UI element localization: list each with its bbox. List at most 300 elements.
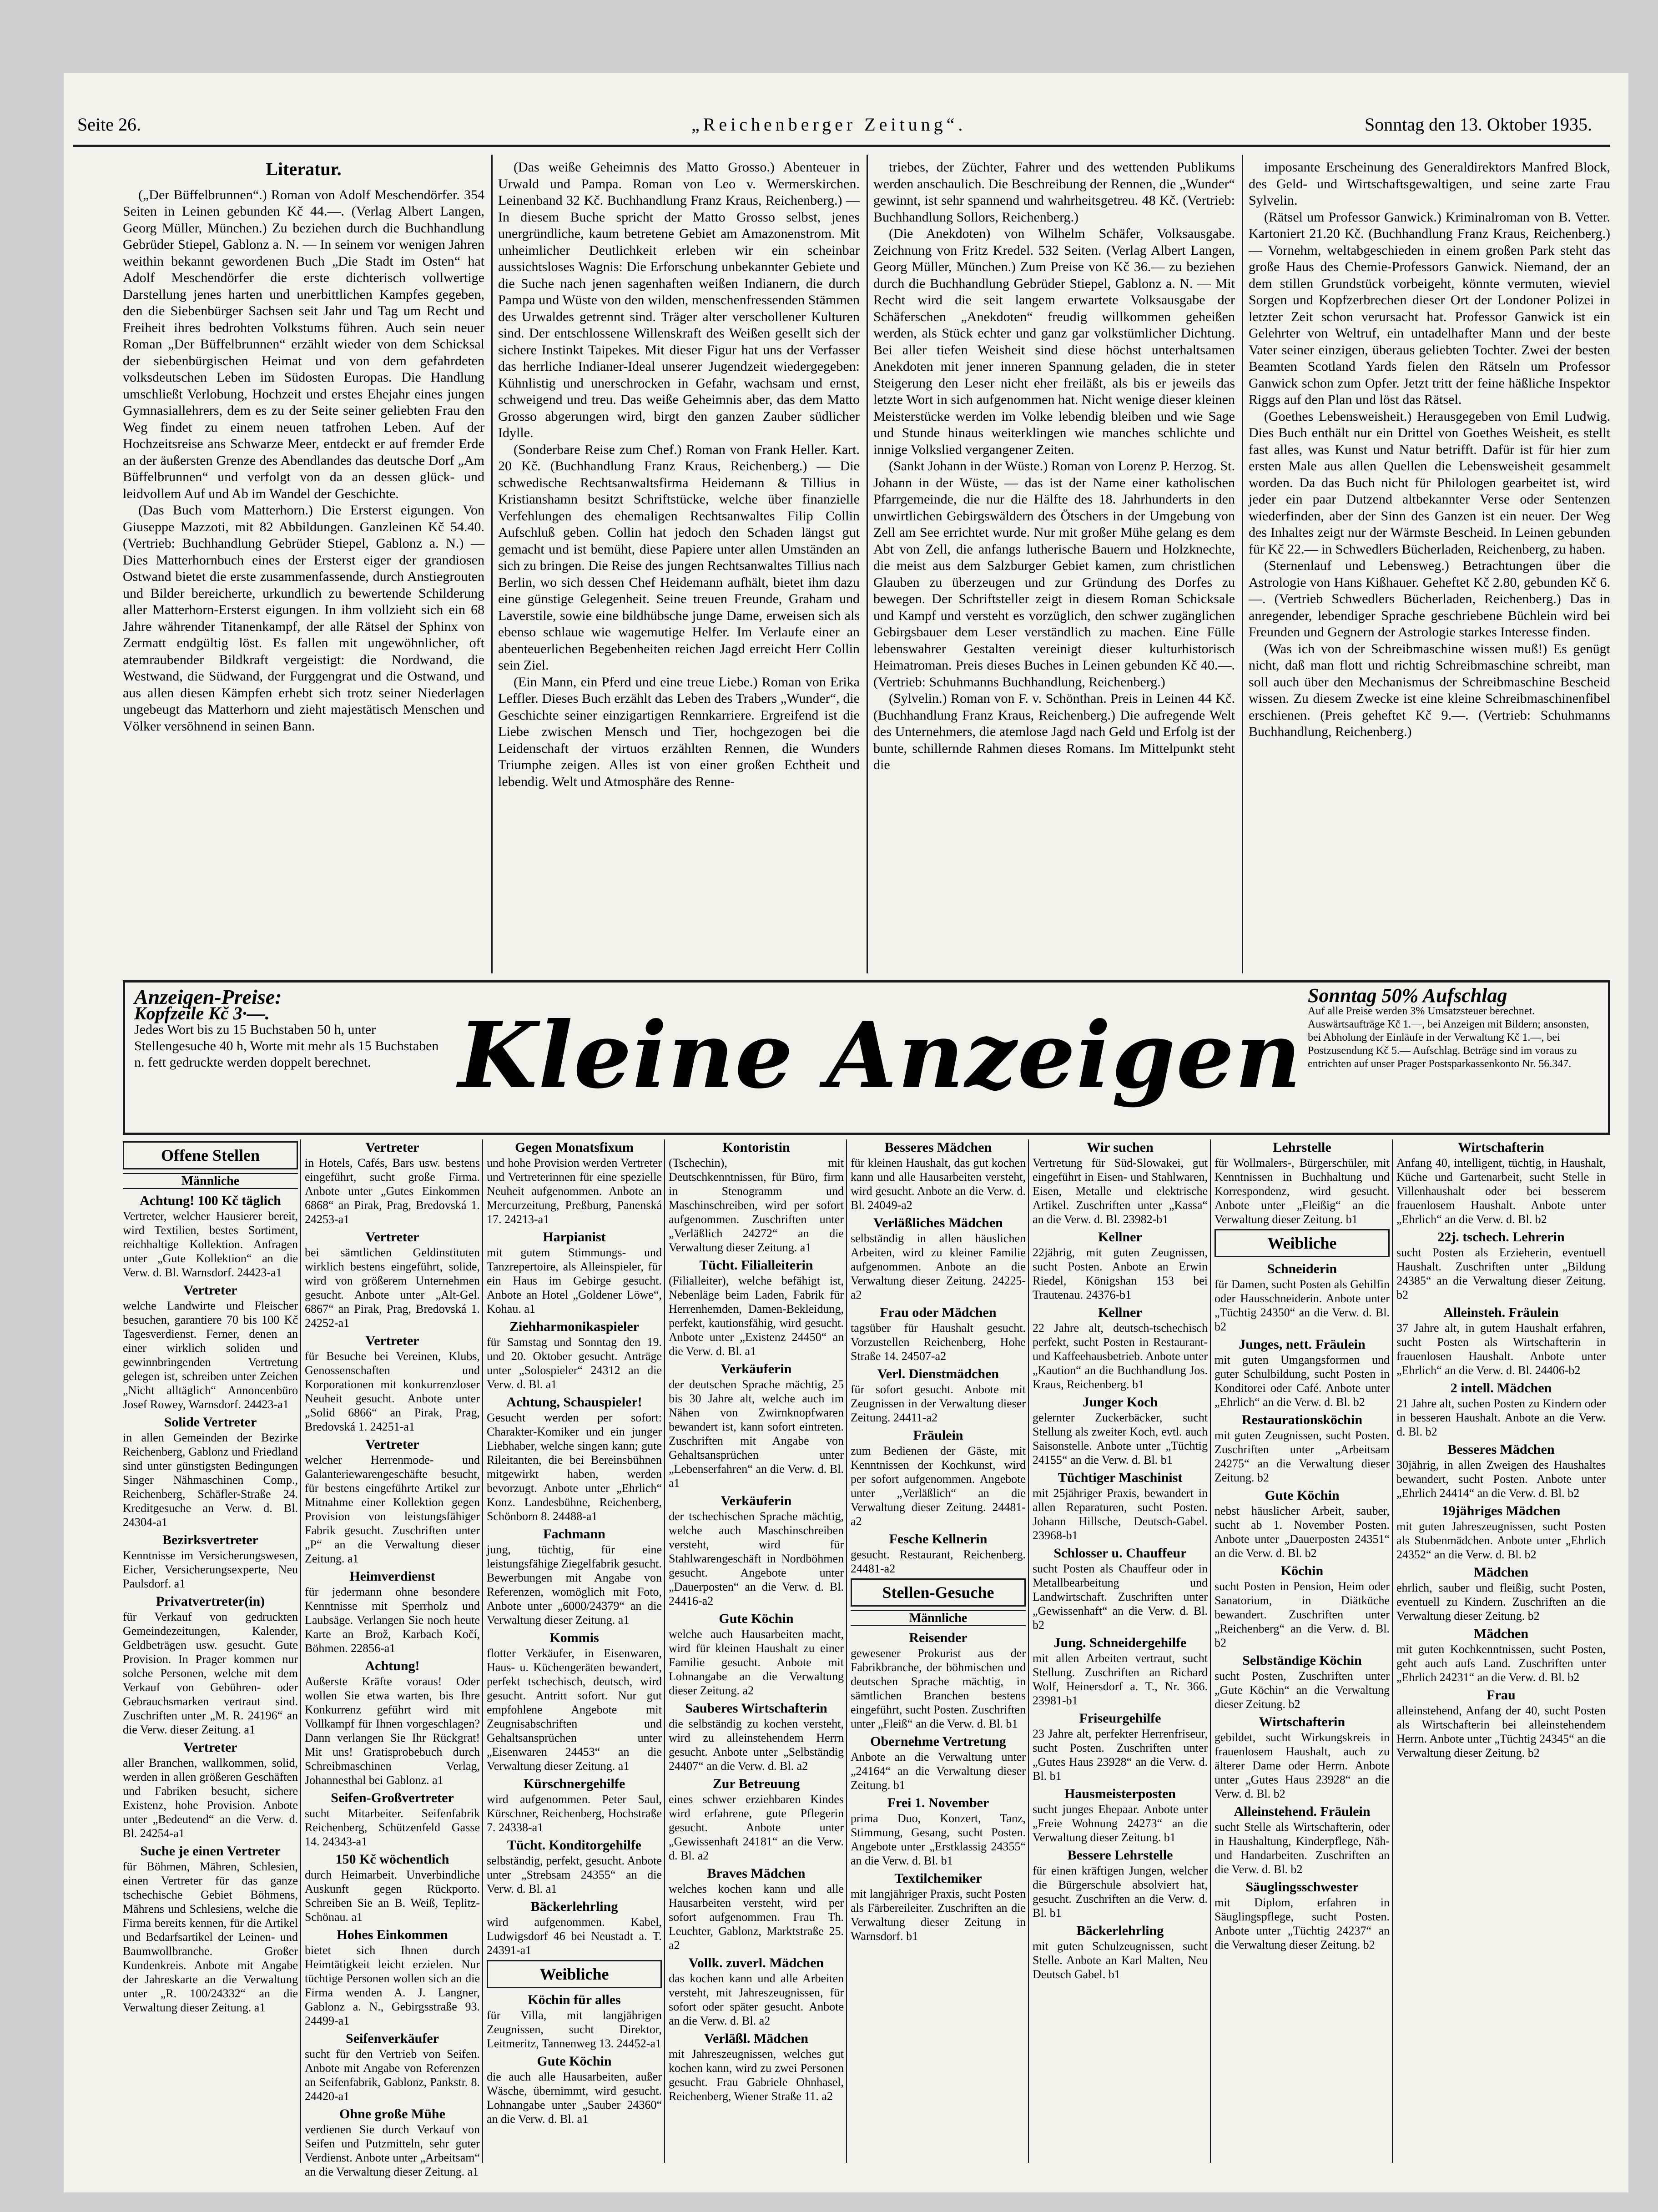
subsection-maennliche: Männliche: [123, 1173, 298, 1189]
column-rule: [491, 155, 493, 973]
classified-ad-text: welche auch Hausarbeiten macht, wird für kleinen Haushalt zu einer Familie gesucht. Anbote mit Lohnangabe an die Verwaltung dieser Zeitung. a2: [669, 1628, 844, 1697]
classified-ad-heading: Alleinsteh. Fräulein: [1443, 1305, 1559, 1320]
classified-ad-text: Gesucht werden per sofort: Charakter-Komiker und ein junger Liebhaber, welche singen kann; gute Rileitanten, die bei Bereinsbühnen mitgewirkt haben, werden bevorzugt. Anbote unter „Ehrlich“ Konz. Landesbühne, Reichenberg, Schönborn 8. 24488-a1: [487, 1411, 662, 1523]
classified-ad-heading: Vertreter: [365, 1437, 419, 1452]
classified-ad-text: für einen kräftigen Jungen, welcher die Bürgerschule absolviert hat, gesucht. Zuschriften an die Verw. d. Bl. b1: [1033, 1864, 1208, 1920]
classified-ad-text: 30jährig, in allen Zweigen des Haushaltes bewandert, sucht Posten. Anbote unter „Ehrlich 24414“ an die Verw. d. Bl. b2: [1396, 1458, 1606, 1500]
column-rule: [1210, 1139, 1211, 2163]
review: imposante Erscheinung des Generaldirektors Manfred Block, des Geld- und Wirtschaftsgewaltigen, und seine zarte Frau Sylvelin.: [1249, 160, 1610, 208]
column-rule: [300, 1139, 301, 2163]
classified-ad-heading: Bäckerlehrling: [1076, 1923, 1164, 1938]
classified-ad-text: Anfang 40, intelligent, tüchtig, in Haushalt, Küche und Gartenarbeit, sucht Stelle in Villenhaushalt oder bei besserem frauenlosem Haushalt. Anbote unter „Ehrlich“ an die Verw. d. Bl. b2: [1396, 1156, 1606, 1226]
classified-ad-heading: Köchin: [1280, 1563, 1324, 1578]
review: (Sankt Johann in der Wüste.) Roman von Lorenz P. Herzog. St. Johann in der Wüste, — das ist der Name einer katholischen Pfarrgemeinde, die nur die Hälfte des 18. Jahrhunderts in den unwirtlichen Gebirgswäldern des Ötschers in der Umgebung von Zell am See errichtet wurde. Nur mit großer Mühe gelang es dem Abt von Zell, die anfangs lutherische Bauern und Holzknechte, die meist aus dem Salzburger Gebiet kamen, zum christlichen Glauben zu überzeugen und zur Gründung des Dorfes zu bewegen. Der Schriftsteller zeigt in diesem Roman Schicksale und Kampf und versteht es vorzüglich, den schwer zugänglichen Gebirgsbauer dem Leser verständlich zu machen. Eine Fülle lebenswahrer Gestalten vereinigt dieser kulturhistorisch Heimatroman. Preis dieses Buches in Leinen gebunden Kč 40.—. (Vertrieb: Schuhmanns Buchhandlung, Reichenberg.): [873, 459, 1235, 690]
classified-ad-text: mit guten Umgangsformen und guter Schulbildung, sucht Posten in Konditorei oder Café. Anbote unter „Ehrlich“ an die Verw. d. Bl. b2: [1215, 1353, 1390, 1409]
classified-ad-heading: Braves Mädchen: [707, 1866, 806, 1881]
classified-ad-heading: Achtung!: [365, 1658, 420, 1673]
classifieds-column-6: [1033, 1139, 1208, 2163]
classified-ad: [1033, 1710, 1208, 1783]
literatur-column-3: [873, 159, 1235, 973]
classified-ad: [1215, 1487, 1390, 1560]
classified-ad: [669, 1865, 844, 1952]
classified-ad-heading: Bäckerlehrling: [530, 1899, 618, 1914]
classified-ad: [1033, 1847, 1208, 1920]
classified-ad-heading: Köchin für alles: [528, 1992, 621, 2007]
classified-ad-heading: Seifen-Großvertreter: [331, 1790, 454, 1805]
classified-ad: [1215, 1336, 1390, 1409]
classified-ad: [487, 1526, 662, 1627]
classified-ad-heading: Textilchemiker: [894, 1871, 982, 1886]
review: („Der Büffelbrunnen“.) Roman von Adolf Meschendörfer. 354 Seiten in Leinen gebunden Kč 44.—. (Verlag Albert Langen, Georg Müller, München.) Zu beziehen durch die Buchhandlung Gebrüder Stiepel, Gablonz a. N. — In seinem vor wenigen Jahren weithin bekannt gewordenen Buch „Die Stadt im Osten“ hat Adolf Meschendörfer die erste dichterisch vollwertige Darstellung jenes harten und unerbittlichen Kampfes gegeben, den die Siebenbürger Sachsen seit Jahr und Tag um Recht und Freiheit ihres bedrohten Volkstums führen. Auch sein neuer Roman „Der Büffelbrunnen“ erzählt wieder von dem Schicksal der siebenbürgischen Heimat und von dem gefahrdeten volksdeutschen Leben im Südosten Europas. Die Handlung umschließt Verlobung, Hochzeit und erstes Ehejahr eines jungen Gymnasiallehrers, dem es zu der Seite seiner geliebten Frau den Weg findet zu einem neuen tatfrohen Leben. Auf der Hochzeitsreise ans Schwarze Meer, entdeckt er auf fremder Erde an der äußersten Grenze des Abendlandes das deutsche Dorf „Am Büffelbrunnen“ und verfolgt von da an dessen glück- und leidvollem Auf und Ab im Wandel der Geschichte.: [123, 187, 484, 501]
ad-surcharge-text: Auf alle Preise werden 3% Umsatzsteuer berechnet. Auswärtsaufträge Kč 1.—, bei Anzeigen mit Bildern; ansonsten, bei Abholung der Einläufe in der Verwaltung Kč 1.—, bei Postzusendung Kč 5.— Aufschlag. Beträge sind im voraus zu entrichten auf unser Prager Postsparkassenkonto Nr. 56.347.: [1308, 1005, 1589, 1070]
classified-ad-text: (Tschechin), mit Deutschkenntnissen, für Büro, firm in Stenogramm und Maschinschreiben, wird per sofort aufgenommen. Zuschriften unter „Verläßlich 24272“ an die Verwaltung dieser Zeitung. a1: [669, 1156, 844, 1254]
classified-ad: [305, 1851, 480, 1924]
classified-ad-heading: Wir suchen: [1087, 1140, 1154, 1155]
classified-ad: [669, 1776, 844, 1863]
classified-ad: [669, 1361, 844, 1490]
ad-list: [123, 1193, 298, 2015]
classified-ad-heading: Suche je einen Vertreter: [140, 1844, 281, 1859]
classified-ad-text: das kochen kann und alle Arbeiten versteht, mit Jahreszeugnissen, für sofort oder später gesucht. Anbote an die Verw. d. Bl. a2: [669, 1972, 844, 2027]
classified-ad-text: für Villa, mit langjährigen Zeugnissen, sucht Direktor, Leitmeritz, Tannenweg 13. 24452-a1: [487, 2009, 662, 2050]
classified-ad-heading: Achtung! 100 Kč täglich: [140, 1193, 281, 1208]
review: triebes, der Züchter, Fahrer und des wettenden Publikums werden anschaulich. Die Beschreibung der Rennen, die „Wunder“ gewinnt, ist sehr spannend und wahrheitsgetreu. 48 Kč. (Vertrieb: Buchhandlung Sollors, Reichenberg.): [873, 160, 1235, 225]
classified-ad: [1215, 1139, 1390, 1226]
literatur-heading: Literatur.: [266, 159, 342, 179]
classified-ad-text: sucht Posten als Chauffeur oder in Metallbearbeitung und Landwirtschaft. Zuschriften unter „Gewissenhaft“ an die Verw. d. Bl. b2: [1033, 1562, 1208, 1632]
classified-ad-text: sucht Mitarbeiter. Seifenfabrik Reichenberg, Schützenfeld Gasse 14. 24343-a1: [305, 1807, 480, 1848]
review: (Goethes Lebensweisheit.) Herausgegeben von Emil Ludwig. Dies Buch enthält nur ein Drittel von Goethes Weisheit, es stellt fast alles, was Kunst und Natur betrifft. Dafür ist für hier zum ersten Male aus allen Quellen die Lebensweisheit gesammelt worden. Da das Buch nicht für Philologen gearbeitet ist, wird jeder ein paar Dutzend altbekannter Verse oder Sentenzen wiederfinden, aber der Sinn des Ganzen ist ein neuer. Der Weg des Inhaltes zeigt nur der Wärmste Bescheid. In Leinen gebunden für Kč 22.— in Schwedlers Bücherladen, Reichenberg, zu haben.: [1249, 408, 1610, 557]
classified-ad-text: Vertreter, welcher Hausierer bereit, wird Textilien, bestes Sortiment, reichhaltige Kollektion. Anfragen unter „Gute Kollektion“ an die Verw. d. Bl. Warnsdorf. 24423-a1: [123, 1209, 298, 1279]
subsection-heading: Männliche: [851, 1610, 1026, 1626]
classified-ad-text: bei sämtlichen Geldinstituten wirklich bestens eingeführt, solide, wird von größerem Unternehmen gesucht. Anbote unter „Alt-Gel. 6867“ an Pirak, Prag, Bredovská 1. 24252-a1: [305, 1246, 480, 1330]
classified-ad: [123, 1193, 298, 1280]
classified-ad-heading: Verläßl. Mädchen: [704, 2031, 808, 2046]
classified-ad-text: der deutschen Sprache mächtig, 25 bis 30 Jahre alt, welche auch im Nähen von Zwirnknopfwaren bewandert ist, kann sofort eintreten. Zuschriften mit Angabe von Gehaltsansprüchen unter „Lebenserfahren“ an die Verw. d. Bl. a1: [669, 1378, 844, 1490]
classified-ad-heading: Hohes Einkommen: [337, 1927, 448, 1942]
classified-ad-heading: Besseres Mädchen: [884, 1140, 992, 1155]
classified-ad: [305, 1229, 480, 1330]
column-rule: [1242, 155, 1243, 973]
classified-ad-text: für Samstag und Sonntag den 19. und 20. Oktober gesucht. Anträge unter „Solospieler“ 24312 an die Verw. d. Bl. a1: [487, 1335, 662, 1391]
ad-surcharge-title: Sonntag 50% Aufschlag: [1308, 984, 1507, 1007]
section-heading: Weibliche: [1215, 1229, 1390, 1257]
review: (Sylvelin.) Roman von F. v. Schönthan. Preis in Leinen 44 Kč. (Buchhandlung Franz Kraus, Reichenberg.) Die aufregende Welt des Unternehmers, die atemlose Jagd nach Geld und Erfolg ist der bunte, schillernde Rahmen dieses Romans. Im Mittelpunkt steht die: [873, 691, 1235, 772]
classified-ad: [1215, 1412, 1390, 1485]
classified-ad-heading: 19jähriges Mädchen: [1441, 1503, 1561, 1518]
review: (Die Anekdoten) von Wilhelm Schäfer, Volksausgabe. Zeichnung von Fritz Kredel. 532 Seiten. (Verlag Albert Langen, Georg Müller, München.) Zum Preise von Kč 36.— zu beziehen durch die Buchhandlung Gebrüder Stiepel, Gablonz a. N. — Mit Recht wird die seit langem erwartete Volksausgabe der Schäferschen „Anekdoten“ freudig willkommen geheißen werden, als Stück echter und ganz gar volkstümlicher Dichtung. Bei aller tiefen Weisheit sind diese höchst unterhaltsamen Anekdoten mit jener inneren Spannung geladen, die in steter Steigerung den Leser nicht eher freiläßt, als bis er jeweils das letzte Wort in sich aufgenommen hat. Nicht wenige dieser kleinen Meisterstücke werden im Volke lebendig bleiben und wie Sage und Stunde hinaus weiterklingen wie manches schlichte und innige Volkslied vergangener Zeiten.: [873, 226, 1235, 457]
issue-date: Sonntag den 13. Oktober 1935.: [1365, 114, 1592, 135]
review: (Sonderbare Reise zum Chef.) Roman von Frank Heller. Kart. 20 Kč. (Buchhandlung Franz Kraus, Reichenberg.) — Die schwedische Rechtsanwaltsfirma Heidemann & Tillius in Kristianshamn besitzt Schriftstücke, welche über finanzielle Verfehlungen des ehemaligen Rechtsanwaltes Filip Collin Aufschluß geben. Collin hat jedoch den Schaden längst gut gemacht und ist bemüht, diese Papiere unter allen Umständen an sich zu bringen. Die Reise des jungen Rechtsanwaltes Tillius nach Berlin, wo sich dessen Chef Heidemann aufhält, bietet ihm dazu eine günstige Gelegenheit. Seine treuen Freunde, Graham und Laverstile, sowie eine bildhübsche junge Dame, erweisen sich als ebenso schlaue wie wagemutige Helfer. Im Verlaufe einer an abenteuerlichen Begebenheiten reichen Jagd erreicht Herr Collin sein Ziel.: [498, 442, 860, 673]
classifieds-banner: [123, 980, 1610, 1135]
classified-ad-heading: Säuglingsschwester: [1245, 1879, 1359, 1895]
classified-ad-heading: Bezirksvertreter: [162, 1532, 258, 1547]
classified-ad: [487, 1630, 662, 1773]
column-rule: [867, 155, 868, 973]
classified-ad-heading: Heimverdienst: [349, 1569, 435, 1584]
classified-ad-heading: Mädchen: [1474, 1626, 1528, 1641]
classified-ad: [305, 1790, 480, 1849]
classified-ad-text: für jedermann ohne besondere Kenntnisse mit Sperrholz und Laubsäge. Verlangen Sie noch heute Karte an Brož, Karbach Kočí, Böhmen. 22856-a1: [305, 1585, 480, 1655]
classified-ad-text: mit guten Kochkenntnissen, sucht Posten, geht auch aufs Land. Zuschriften unter „Ehrlich 24231“ an die Verw. d. Bl. b2: [1396, 1643, 1606, 1684]
classified-ad-heading: Gute Köchin: [537, 2054, 612, 2069]
classified-ad-text: flotter Verkäufer, in Eisenwaren, Haus- u. Küchengeräten bewandert, perfekt tschechisch, deutsch, wird gesucht. Antritt sofort. Nur gut empfohlene Angebote mit Zeugnisabschriften und Gehaltsansprüchen unter „Eisenwaren 24453“ an die Verwaltung dieser Zeitung. a1: [487, 1647, 662, 1773]
classified-ad-text: mit gutem Stimmungs- und Tanzrepertoire, als Alleinspieler, für ein Haus im Gebirge gesucht. Anbote an Hotel „Goldener Löwe“, Kohau. a1: [487, 1246, 662, 1315]
classified-ad-heading: Tüchtiger Maschinist: [1058, 1470, 1183, 1485]
ad-list: [1215, 1139, 1390, 1952]
classified-ad-heading: Kontoristin: [722, 1140, 790, 1155]
ad-list: [487, 1139, 662, 2126]
classified-ad: [487, 1394, 662, 1523]
classifieds-column-1: [123, 1139, 298, 2163]
classified-ad: [669, 2031, 844, 2103]
classified-ad-heading: Verläßliches Mädchen: [873, 1215, 1003, 1230]
classified-ad-text: welches kochen kann und alle Hausarbeiten versteht, wird per sofort aufgenommen. Frau Th. Leuchter, Gablonz, Marktstraße 25. a2: [669, 1882, 844, 1952]
ad-list: [851, 1139, 1026, 1943]
classified-ad: [1033, 1923, 1208, 1981]
classified-ad: [851, 1531, 1026, 1576]
classified-ad-heading: Jung. Schneidergehilfe: [1053, 1635, 1187, 1650]
classified-ad-text: Anbote an die Verwaltung unter „24164“ an die Verwaltung dieser Zeitung. b1: [851, 1750, 1026, 1792]
classified-ad: [1215, 1653, 1390, 1711]
classified-ad: [1033, 1305, 1208, 1391]
classified-ad-text: mit Jahreszeugnissen, welches gut kochen kann, wird zu zwei Personen gesucht. Frau Gabriele Ohnhasel, Reichenberg, Wiener Straße 11. a2: [669, 2047, 844, 2103]
classified-ad-heading: Tücht. Konditorgehilfe: [507, 1838, 641, 1853]
newspaper-title: „Reichenberger Zeitung“.: [691, 114, 967, 135]
classified-ad-heading: Wirtschafterin: [1458, 1140, 1544, 1155]
classified-ad-heading: Friseurgehilfe: [1079, 1711, 1161, 1726]
classified-ad-text: prima Duo, Konzert, Tanz, Stimmung, Gesang, sucht Posten. Angebote unter „Erstklassig 24355“ an die Verw. d. Bl. b1: [851, 1812, 1026, 1867]
classified-ad: [123, 1739, 298, 1840]
column-rule: [1028, 1139, 1029, 2163]
classified-ad-text: Kenntnisse im Versicherungswesen, Eicher, Versicherungsexperte, Neu Paulsdorf. a1: [123, 1549, 298, 1590]
classified-ad-text: verdienen Sie durch Verkauf von Seifen und Putzmitteln, sehr guter Verdienst. Anbote unter „Arbeitsam“ an die Verwaltung dieser Zeitung. a1: [305, 2123, 480, 2178]
classified-ad: [305, 1436, 480, 1566]
classified-ad-heading: Hausmeisterposten: [1064, 1786, 1176, 1801]
classified-ad: [1396, 1687, 1606, 1760]
classified-ad-text: jung, tüchtig, für eine leistungsfähige Ziegelfabrik gesucht. Bewerbungen mit Angabe von Referenzen, womöglich mit Foto, Anbote unter „6000/24379“ an die Verwaltung dieser Zeitung. a1: [487, 1543, 662, 1627]
classified-ad-heading: Harpianist: [543, 1229, 606, 1245]
classified-ad-heading: Fachmann: [543, 1527, 605, 1542]
page-number: Seite 26.: [77, 114, 141, 135]
classified-ad-heading: Vertreter: [365, 1229, 419, 1245]
classified-ad-text: ehrlich, sauber und fleißig, sucht Posten, eventuell zu Kindern. Zuschriften an die Verwaltung dieser Zeitung. b2: [1396, 1581, 1606, 1622]
classified-ad: [1033, 1229, 1208, 1302]
classified-ad-heading: Lehrstelle: [1273, 1140, 1331, 1155]
classified-ad-text: mit langjähriger Praxis, sucht Posten als Färbereileiter. Zuschriften an die Verwaltung dieser Zeitung in Warnsdorf. b1: [851, 1887, 1026, 1943]
review: (Rätsel um Professor Ganwick.) Kriminalroman von B. Vetter. Kartoniert 21.20 Kč. (Buchhandlung Franz Kraus, Reichenberg.) — Vornehm, weltabgeschieden in einem großen Park steht das große Haus des Chemie-Professors Ganwick. Niemand, der an dem stillen Grundstück vorbeigeht, könnte vermuten, wieviel Sorgen und Kopfzerbrechen dieser Ort der Londoner Polizei in letzter Zeit schon verursacht hat. Professor Ganwick ist ein Gelehrter von Weltruf, ein untadelhafter Mann und der beste Vater seiner einzigen, überaus geliebten Tochter. Zwei der besten Beamten Scotland Yards fielen den Rätseln um Professor Ganwick schon zum Opfer. Jetzt tritt der feine häßliche Inspektor Riggs auf den Plan und löst das Rätsel.: [1249, 209, 1610, 407]
classified-ad: [1396, 1626, 1606, 1684]
header-rule: [73, 145, 1610, 147]
classifieds-column-5: [851, 1139, 1026, 2163]
classified-ad-text: für Verkauf von gedruckten Gemeindezeitungen, Kalender, Geldbeträgen usw. gesucht. Gute Provision. In Prager kommen nur solche Personen, welche mit dem Verkauf von Gebühren- oder Gebrauchsmarken vertraut sind. Zuschriften unter „M. R. 24196“ an die Verw. dieser Zeitung. a1: [123, 1610, 298, 1736]
ad-list: [1033, 1139, 1208, 1981]
classified-ad-heading: Vertreter: [365, 1333, 419, 1348]
classified-ad-heading: Junger Koch: [1082, 1395, 1158, 1410]
classified-ad: [1033, 1786, 1208, 1844]
classified-ad: [1033, 1545, 1208, 1632]
classified-ad: [1396, 1441, 1606, 1500]
classified-ad-text: welche Landwirte und Fleischer besuchen, garantiere 70 bis 100 Kč Tagesverdienst. Ferner, denen an einer wirklich soliden und gewinnbringenden Vertretung gelegen ist, schreiben unter Zeichen „Nicht alltäglich“ Annoncenbüro Josef Rowey, Warnsdorf. 24423-a1: [123, 1299, 298, 1411]
classified-ad: [669, 1257, 844, 1358]
classified-ad-text: mit Diplom, erfahren in Säuglingspflege, sucht Posten. Anbote unter „Tüchtig 24237“ an die Verwaltung dieser Zeitung. b2: [1215, 1896, 1390, 1951]
classified-ad: [487, 1229, 662, 1316]
classified-ad-text: für Böhmen, Mähren, Schlesien, einen Vertreter für das ganze tschechische Gebiet Böhmens, Mährens und Schlesiens, welche die Firma bereits kennen, für die Artikel und Bedarfsartikel der Leinen- und Baumwollbranche. Großer Kundenkreis. Anbote mit Angabe der Jahreskarte an die Verwaltung unter „R. 100/24332“ an die Verwaltung dieser Zeitung. a1: [123, 1860, 298, 2014]
classified-ad-text: 23 Jahre alt, perfekter Herrenfriseur, sucht Posten. Zuschriften unter „Gutes Haus 23928“ an die Verw. d. Bl. b1: [1033, 1727, 1208, 1783]
classified-ad-heading: Privatvertreter(in): [156, 1594, 265, 1609]
classified-ad-heading: Achtung, Schauspieler!: [506, 1395, 642, 1410]
ad-prices: [134, 985, 443, 1071]
classified-ad: [1396, 1139, 1606, 1226]
classified-ad: [1215, 1879, 1390, 1952]
classified-ad-heading: 2 intell. Mädchen: [1450, 1381, 1552, 1396]
section-heading: Stellen-Gesuche: [851, 1578, 1026, 1607]
classifieds-column-8: [1396, 1139, 1606, 2163]
classified-ad-heading: Kellner: [1098, 1229, 1142, 1245]
classified-ad-heading: Mädchen: [1474, 1565, 1528, 1580]
ad-list: [305, 1139, 480, 2179]
classified-ad: [305, 2106, 480, 2179]
section-offene-stellen: Offene Stellen: [123, 1141, 298, 1169]
classified-ad-heading: Kommis: [549, 1630, 599, 1645]
classified-ad-text: durch Heimarbeit. Unverbindliche Auskunft gegen Rückporto. Schreiben Sie an B. Weiß, Teplitz-Schönau. a1: [305, 1868, 480, 1924]
ad-list: [669, 1139, 844, 2103]
literatur-column-1: [123, 159, 484, 973]
ad-list: [1396, 1139, 1606, 1760]
page-header: [77, 114, 1615, 141]
classified-ad: [123, 1414, 298, 1529]
classified-ad-heading: Verkäuferin: [721, 1493, 792, 1508]
classified-ad: [1215, 1714, 1390, 1801]
classified-ad-heading: Frei 1. November: [887, 1795, 989, 1810]
classified-ad: [123, 1282, 298, 1411]
classified-ad-text: gesucht. Restaurant, Reichenberg. 24481-a2: [851, 1548, 1026, 1575]
classified-ad-heading: Restaurationsköchin: [1241, 1412, 1363, 1427]
classified-ad-text: sucht für den Vertrieb von Seifen. Anbote mit Angabe von Referenzen an Seifenfabrik, Gablonz, Pankstr. 8. 24420-a1: [305, 2047, 480, 2103]
classified-ad-heading: Schlosser u. Chauffeur: [1053, 1546, 1187, 1561]
classified-ad: [669, 1139, 844, 1255]
classified-ad-text: sucht Posten, Zuschriften unter „Gute Köchin“ an die Verwaltung dieser Zeitung. b2: [1215, 1669, 1390, 1711]
column-rule: [482, 1139, 483, 2163]
classified-ad-text: alleinstehend, Anfang der 40, sucht Posten als Wirtschafterin bei alleinstehendem Herrn. Anbote unter „Tüchtig 24345“ an die Verwaltung dieser Zeitung. b2: [1396, 1704, 1606, 1759]
classified-ad: [123, 1843, 298, 2015]
classified-ad-heading: Reisender: [909, 1630, 968, 1645]
classified-ad-text: für Damen, sucht Posten als Gehilfin oder Hausschneiderin. Anbote unter „Tüchtig 24350“ an die Verw. d. Bl. b2: [1215, 1278, 1390, 1333]
classified-ad-heading: Schneiderin: [1267, 1261, 1337, 1276]
classified-ad-text: für kleinen Haushalt, das gut kochen kann und alle Hausarbeiten versteht, wird gesucht. Anbote an die Verw. d. Bl. 24049-a2: [851, 1156, 1026, 1212]
classified-ad-heading: Vertreter: [183, 1740, 237, 1755]
classified-ad-heading: Sauberes Wirtschafterin: [685, 1701, 827, 1716]
literatur-column-4: [1249, 159, 1610, 973]
classified-ad: [305, 2031, 480, 2103]
classified-ad: [1033, 1635, 1208, 1708]
classified-ad: [851, 1305, 1026, 1363]
classified-ad-text: gewesener Prokurist aus der Fabrikbranche, der böhmischen und deutschen Sprache mächtig, in sämtlichen Branchen bestens eingeführt, sucht Posten. Zuschriften unter „Fleiß“ an die Verw. d. Bl. b1: [851, 1647, 1026, 1730]
classified-ad: [1396, 1229, 1606, 1302]
classified-ad: [669, 1700, 844, 1773]
classified-ad-heading: Vertreter: [183, 1283, 237, 1298]
classified-ad: [669, 1611, 844, 1698]
classified-ad-text: die selbständig zu kochen versteht, wird zu alleinstehendem Herrn gesucht. Anbote unter „Selbständig 24407“ an die Verw. d. Bl. a2: [669, 1717, 844, 1773]
classified-ad-heading: Besseres Mädchen: [1447, 1442, 1555, 1457]
classified-ad: [851, 1366, 1026, 1425]
classified-ad: [123, 1532, 298, 1591]
classified-ad-text: selbständig in allen häuslichen Arbeiten, wird zu kleiner Familie aufgenommen. Anbote an die Verwaltung dieser Zeitung. 24225-a2: [851, 1232, 1026, 1301]
classified-ad-text: wird aufgenommen. Kabel, Ludwigsdorf 46 bei Neustadt a. T. 24391-a1: [487, 1915, 662, 1957]
classified-ad: [1396, 1305, 1606, 1377]
ad-surcharge: [1308, 984, 1599, 1071]
classified-ad-heading: Ohne große Mühe: [339, 2106, 445, 2121]
classified-ad-text: sucht Posten in Pension, Heim oder Sanatorium, in Diätküche bewandert. Zuschriften unter „Reichenberg“ an die Verw. d. Bl. b2: [1215, 1580, 1390, 1649]
classified-ad-text: Außerste Kräfte voraus! Oder wollen Sie etwa warten, bis Ihre Konkurrenz geführt wird mit Vollkampf für Ihnen vorgeschlagen? Dann verlangen Sie Ihr Rückgrat! Mit uns! Gratisprobebuch durch Schreibmaschinen Verlag, Johannesthal bei Gablonz. a1: [305, 1675, 480, 1787]
review: (Ein Mann, ein Pferd und eine treue Liebe.) Roman von Erika Leffler. Dieses Buch erzählt das Leben des Trabers „Wunder“, die Geschichte seiner einzigartigen Rennkarriere. Ergreifend ist die Liebe zwischen Mensch und Tier, hochgezogen bei die Leidenschaft der virtuos erzählten Rennen, die Wunders Triumphe zeigen. Alles ist von einer großen Echtheit und lebendig. Welt und Atmosphäre des Renne-: [498, 674, 860, 789]
classified-ad: [123, 1593, 298, 1737]
classified-ad-text: sucht junges Ehepaar. Anbote unter „Freie Wohnung 24273“ an die Verwaltung dieser Zeitung. b1: [1033, 1803, 1208, 1844]
ad-prices-subtitle: Kopfzeile Kč 3·—.: [134, 1003, 270, 1023]
classified-ad-text: und hohe Provision werden Vertreter und Vertreterinnen für eine spezielle Neuheit aufgenommen. Anbote an Mercurzeitung, Preßburg, Panenská 17. 24213-a1: [487, 1156, 662, 1226]
classified-ad-text: für Wollmalers-, Bürgerschüler, mit Kenntnissen in Buchhaltung und Korrespondenz, wird gesucht. Anbote unter „Fleißig“ an die Verwaltung dieser Zeitung. b1: [1215, 1156, 1390, 1226]
classified-ad: [851, 1795, 1026, 1868]
classified-ad-heading: Verkäuferin: [721, 1361, 792, 1376]
classified-ad-text: mit 25jähriger Praxis, bewandert in allen Reparaturen, sucht Posten. Johann Hillsche, Deutsch-Gabel. 23968-b1: [1033, 1486, 1208, 1542]
classified-ad: [851, 1139, 1026, 1212]
classified-ad-heading: Ziehharmonikaspieler: [509, 1319, 639, 1334]
classified-ad-heading: Kürschnergehilfe: [523, 1776, 625, 1791]
classifieds-column-7: [1215, 1139, 1390, 2163]
classified-ad-heading: Vertreter: [365, 1140, 419, 1155]
classified-ad: [1396, 1503, 1606, 1562]
classified-ad-heading: Obernehme Vertretung: [870, 1734, 1006, 1749]
column-rule: [664, 1139, 665, 2163]
classified-ad-text: 22 Jahre alt, deutsch-tschechisch perfekt, sucht Posten in Restaurant- und Kaffeehausbetrieb. Anbote unter „Kaution“ an die Buchhandlung Jos. Kraus, Reichenberg. b1: [1033, 1321, 1208, 1391]
classified-ad-text: die auch alle Hausarbeiten, außer Wäsche, übernimmt, wird gesucht. Lohnangabe unter „Sauber 24360“ an die Verw. d. Bl. a1: [487, 2070, 662, 2126]
classified-ad: [487, 1899, 662, 1957]
classified-ad-text: (Filialleiter), welche befähigt ist, Nebenläge beim Laden, Fabrik für Herrenhemden, Damen-Bekleidung, perfekt, kautionsfähig, wird gesucht. Anbote unter „Existenz 24450“ an die Verw. d. Bl. a1: [669, 1274, 844, 1358]
classified-ad-text: 37 Jahre alt, in gutem Haushalt erfahren, sucht Posten als Wirtschafterin in frauenlosen Haushalt. Anbote unter „Ehrlich“ an die Verw. d. Bl. 24406-b2: [1396, 1321, 1606, 1377]
classified-ad-heading: Kellner: [1098, 1305, 1142, 1320]
classified-ad: [851, 1630, 1026, 1731]
classified-ad: [305, 1927, 480, 2028]
classified-ad-text: sucht Stelle als Wirtschafterin, oder in Haushaltung, Kinderpflege, Näh- und Handarbeiten. Zuschriften an die Verw. d. Bl. b2: [1215, 1820, 1390, 1876]
literatur-column-2: [498, 159, 860, 973]
classified-ad: [1033, 1139, 1208, 1226]
classified-ad-text: 21 Jahre alt, suchen Posten zu Kindern oder in besseren Haushalt. Anbote an die Verw. d. Bl. b2: [1396, 1397, 1606, 1438]
classified-ad-text: mit guten Zeugnissen, sucht Posten. Zuschriften unter „Arbeitsam 24275“ an die Verwaltung dieser Zeitung. b2: [1215, 1429, 1390, 1484]
classified-ad: [487, 1319, 662, 1391]
classified-ad-heading: 150 Kč wöchentlich: [335, 1852, 449, 1867]
classified-ad: [669, 1493, 844, 1608]
ad-prices-text: Jedes Wort bis zu 15 Buchstaben 50 h, unter Stellengesuche 40 h, Worte mit mehr als 15 Buchstaben n. fett gedruckte werden doppelt berechnet.: [134, 1022, 439, 1070]
classifieds-column-4: [669, 1139, 844, 2163]
classified-ad-heading: Vollk. zuverl. Mädchen: [688, 1955, 824, 1970]
classified-ad-text: 22jährig, mit guten Zeugnissen, sucht Posten. Anbote an Erwin Riedel, Königshan 153 bei Trautenau. 24376-b1: [1033, 1246, 1208, 1301]
classified-ad-heading: Alleinstehend. Fräulein: [1234, 1804, 1371, 1819]
classified-ad: [1396, 1564, 1606, 1623]
classified-ad: [487, 1837, 662, 1896]
classified-ad: [305, 1139, 480, 1226]
classifieds-column-3: [487, 1139, 662, 2163]
classifieds-column-2: [305, 1139, 480, 2178]
section-heading: Weibliche: [487, 1960, 662, 1988]
classified-ad-text: in Hotels, Cafés, Bars usw. bestens eingeführt, sucht große Firma. Anbote unter „Gutes Einkommen 6868“ an Pirak, Prag, Bredovská 1. 24253-a1: [305, 1156, 480, 1226]
classified-ad: [1215, 1804, 1390, 1876]
classified-ad-text: für sofort gesucht. Anbote mit Zeugnissen in der Verwaltung dieser Zeitung. 24411-a2: [851, 1383, 1026, 1424]
classified-ad-heading: Selbständige Köchin: [1242, 1653, 1362, 1668]
classified-ad: [1215, 1261, 1390, 1334]
classified-ad-text: mit allen Arbeiten vertraut, sucht Stellung. Zuschriften an Richard Wolf, Heinersdorf a. T., Nr. 366. 23981-b1: [1033, 1652, 1208, 1707]
classified-ad-text: welcher Herrenmode- und Galanteriewarengeschäfte besucht, für bestens eingeführte Artikel zur Mitnahme einer Kollektion gegen Provision von leistungsfähiger Fabrik gesucht. Zuschriften unter „P“ an die Verwaltung dieser Zeitung. a1: [305, 1453, 480, 1565]
column-rule: [846, 1139, 847, 2163]
classified-ad-text: Vertretung für Süd-Slowakei, gut eingeführt in Eisen- und Stahlwaren, Eisen, Metalle und elektrische Artikel. Zuschriften unter „Kassa“ an die Verw. d. Bl. 23982-b1: [1033, 1156, 1208, 1226]
classified-ad-text: wird aufgenommen. Peter Saul, Kürschner, Reichenberg, Hochstraße 7. 24338-a1: [487, 1793, 662, 1834]
review: (Das weiße Geheimnis des Matto Grosso.) Abenteuer in Urwald und Pampa. Roman von Leo v. Wermerskirchen. Leinenband 32 Kč. Buchhandlung Franz Kraus, Reichenberg.) — In diesem Buche spricht der Matto Grosso selbst, jenes unergründliche, kaum betretene Gebiet am Amazonenstrom. Mit unheimlicher Deutlichkeit erleben wir ein scheinbar aussichtsloses Wagnis: Die Erforschung unbekannter Gebiete und die Suche nach jenen sagenhaften weißen Indianern, die durch Pampa und Wüste von den wilden, menschenfressenden Stämmen des Urwaldes getrennt sind. Träger alter verschollener Kulturen sind. Der entschlossene Willenskraft des Weißen gesellt sich der sichere Instinkt Taipekes. Mit dieser Figur hat uns der Verfasser das herrliche Indianer-Ideal unserer Jugendzeit wiedergegeben: Kühnlistig und unerschrocken in Gefahr, wachsam und ernst, schweigend und treu. Das weiße Geheimnis aber, das dem Matto Grosso abgerungen wird, birgt den ganzen Zauber südlicher Idylle.: [498, 160, 860, 440]
classified-ad-text: gebildet, sucht Wirkungskreis in frauenlosem Haushalt, auch zu älterer Dame oder Herrn. Anbote unter „Gutes Haus 23928“ an die Verw. d. Bl. b2: [1215, 1731, 1390, 1800]
classified-ad-text: zum Bedienen der Gäste, mit Kenntnissen der Kochkunst, wird per sofort aufgenommen. Angebote unter „Verläßlich“ an die Verwaltung dieser Zeitung. 24481-a2: [851, 1444, 1026, 1528]
classified-ad: [1033, 1470, 1208, 1542]
classified-ad: [851, 1733, 1026, 1792]
classified-ad: [1033, 1394, 1208, 1467]
classified-ad-text: selbständig, perfekt, gesucht. Anbote unter „Strebsam 24355“ an die Verw. d. Bl. a1: [487, 1854, 662, 1895]
classified-ad: [487, 2053, 662, 2126]
classified-ad-heading: Gute Köchin: [1265, 1488, 1340, 1503]
classified-ad: [487, 1776, 662, 1834]
classified-ad-heading: Fesche Kellnerin: [889, 1532, 988, 1547]
classified-ad-heading: Seifenverkäufer: [346, 2031, 439, 2046]
classified-ad-heading: Wirtschafterin: [1259, 1714, 1346, 1729]
classified-ad-text: mit guten Jahreszeugnissen, sucht Posten als Stubenmädchen. Anbote unter „Ehrlich 24352“ an die Verw. d. Bl. b2: [1396, 1520, 1606, 1561]
classified-ad-heading: Gute Köchin: [719, 1611, 794, 1626]
classifieds-title: Kleine Anzeigen: [458, 1002, 1302, 1109]
classified-ad-text: mit guten Schulzeugnissen, sucht Stelle. Anbote an Karl Malten, Neu Deutsch Gabel. b1: [1033, 1940, 1208, 1981]
review: (Was ich von der Schreibmaschine wissen muß!) Es genügt nicht, daß man flott und richtig Schreibmaschine schreibt, man soll auch über den Mechanismus der Schreibmaschine Bescheid wissen. Zu diesem Zwecke ist eine kleine Schreibmaschinenfibel erschienen. (Preis geheftet Kč 9.—. (Vertrieb: Schuhmanns Buchhandlung, Reichenberg.): [1249, 641, 1610, 739]
classified-ad-text: aller Branchen, wallkommen, solid, werden in allen größeren Geschäften und Fabriken besucht, sichere Existenz, hohe Provision. Anbote unter „Bedeutend“ an die Verw. d. Bl. 24254-a1: [123, 1756, 298, 1840]
classified-ad: [487, 1139, 662, 1226]
classified-ad-heading: Tücht. Filialleiterin: [699, 1258, 813, 1273]
review: (Das Buch vom Matterhorn.) Die Ersterst eigungen. Von Giuseppe Mazzoti, mit 82 Abbildungen. Ganzleinen Kč 54.40. (Vertrieb: Buchhandlung Gebrüder Stiepel, Gablonz a. N.) — Dies Matterhornbuch eines der Ersterst eiger der grandiosen Ostwand bietet die erste zusammenfassende, durch Anstiegrouten und Bilder bereicherte, urkundlich zu bewertende Schilderung aller Matterhorn-Ersterst eigungen. In ihm vollzieht sich ein 68 Jahre währender Titanenkampf, der alle Rätsel der Sphinx von Zermatt endgültig löst. Es fallen mit ungewöhnlicher, oft atemraubender Bildkraft vergeistigt: die Nordwand, die Westwand, die Südwand, der Furggengrat und die Ostwand, und aus allen diesen Kämpfen erhebt sich trotz seiner Niederlagen ungebeugt das Matterhorn und zieht majestätisch Menschen und Völker versöhnend in seinen Bann.: [123, 503, 484, 734]
classified-ad-heading: Bessere Lehrstelle: [1067, 1848, 1173, 1863]
classified-ad-heading: Frau: [1487, 1688, 1516, 1703]
classified-ad-heading: Zur Betreuung: [712, 1776, 800, 1791]
classified-ad-text: bietet sich Ihnen durch Heimtätigkeit leicht erzielen. Nur tüchtige Personen wollen sich an die Firma wenden A. J. Langner, Gablonz a. N., Gebirgsstraße 93. 24499-a1: [305, 1944, 480, 2027]
ad-prices-title: Anzeigen-Preise:: [134, 985, 282, 1008]
classified-ad: [851, 1215, 1026, 1302]
classified-ad-heading: Solide Vertreter: [164, 1415, 257, 1430]
classified-ad-text: gelernter Zuckerbäcker, sucht Stellung als zweiter Koch, evtl. auch Saisonstelle. Anbote unter „Tüchtig 24155“ an die Verw. d. Bl. b1: [1033, 1411, 1208, 1466]
classified-ad-text: der tschechischen Sprache mächtig, welche auch Maschinschreiben versteht, wird für Stahlwarengeschäft in Nordböhmen gesucht. Angebote unter „Dauerposten“ an die Verw. d. Bl. 24416-a2: [669, 1510, 844, 1607]
classified-ad-text: nebst häuslicher Arbeit, sauber, sucht ab 1. November Posten. Anbote unter „Dauerposten 24351“ an die Verw. d. Bl. b2: [1215, 1504, 1390, 1560]
classified-ad: [851, 1427, 1026, 1528]
classified-ad: [487, 1992, 662, 2051]
classified-ad-text: sucht Posten als Erzieherin, eventuell Haushalt. Zuschriften unter „Bildung 24385“ an die Verwaltung dieser Zeitung. b2: [1396, 1246, 1606, 1301]
column-rule: [1392, 1139, 1393, 2163]
classified-ad-heading: 22j. tschech. Lehrerin: [1437, 1229, 1565, 1245]
classified-ad-text: in allen Gemeinden der Bezirke Reichenberg, Gablonz und Friedland sind unter günstigsten Bedingungen Singer Nähmaschinen Comp., Reichenberg, Schäfler-Straße 24. Kreditgesuche an Verw. d. Bl. 24304-a1: [123, 1431, 298, 1529]
classified-ad-heading: Fräulein: [913, 1428, 963, 1443]
classified-ad-text: tagsüber für Haushalt gesucht. Vorzustellen Reichenberg, Hohe Straße 14. 24507-a2: [851, 1321, 1026, 1363]
classified-ad-text: für Besuche bei Vereinen, Klubs, Genossenschaften und Korporationen mit konkurrenzloser Neuheit gesucht. Anbote unter „Solid 6866“ an Pirak, Prag, Bredovská 1. 24251-a1: [305, 1350, 480, 1433]
classified-ad: [305, 1333, 480, 1434]
classified-ad: [305, 1568, 480, 1655]
classified-ad-heading: Verl. Dienstmädchen: [877, 1366, 999, 1381]
classified-ad-text: eines schwer erziehbaren Kindes wird erfahrene, gute Pflegerin gesucht. Anbote unter „Gewissenhaft 24181“ an die Verw. d. Bl. a2: [669, 1793, 844, 1862]
classified-ad-heading: Frau oder Mädchen: [880, 1305, 997, 1320]
classified-ad-heading: Junges, nett. Fräulein: [1239, 1337, 1366, 1352]
classified-ad: [305, 1658, 480, 1787]
review: (Sternenlauf und Lebensweg.) Betrachtungen über die Astrologie von Hans Kißhauer. Geheftet Kč 2.80, gebunden Kč 6.—. (Vertrieb Schwedlers Bücherladen, Reichenberg.) Das in anregender, lebendiger Sprache geschriebene Büchlein wird bei Freunden und Gegnern der Astrologie starkes Interesse finden.: [1249, 558, 1610, 640]
classified-ad-heading: Gegen Monatsfixum: [515, 1140, 634, 1155]
classified-ad: [851, 1870, 1026, 1943]
classified-ad: [1215, 1563, 1390, 1650]
